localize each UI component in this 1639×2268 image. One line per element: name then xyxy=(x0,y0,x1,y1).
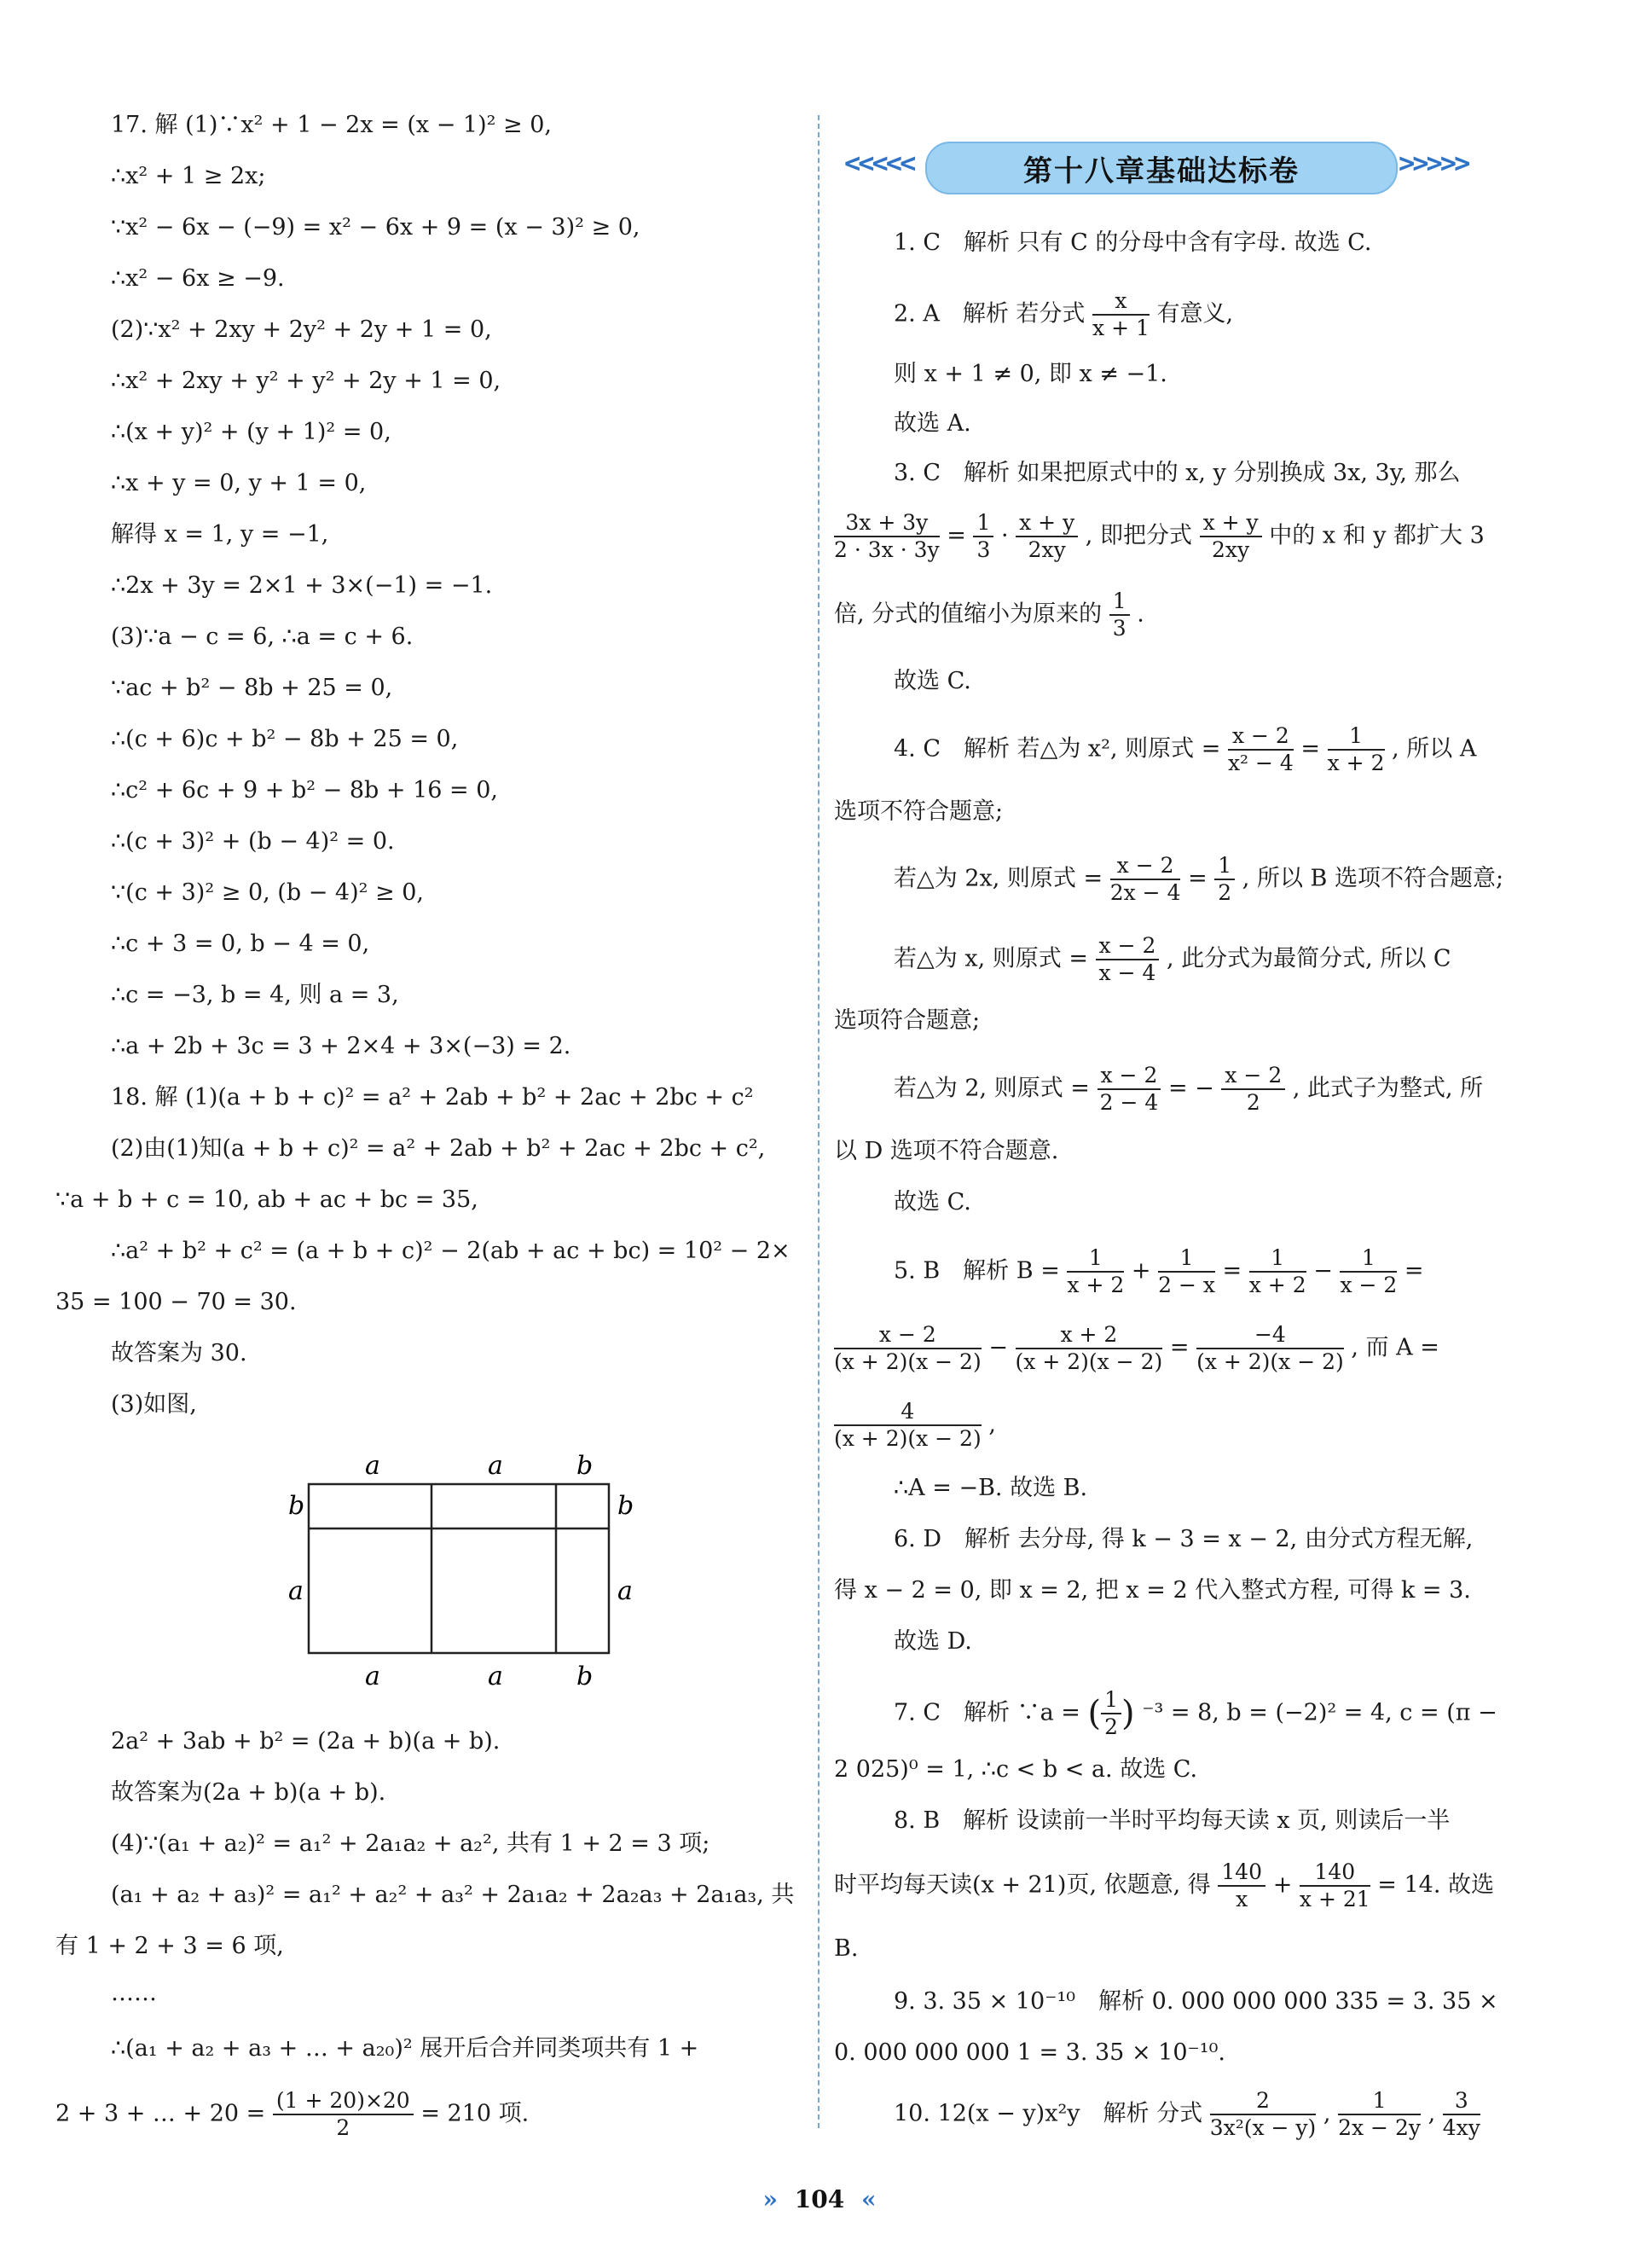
denominator: 3x²(x − y) xyxy=(1209,2115,1317,2140)
denominator: (x + 2)(x − 2) xyxy=(1196,1349,1344,1374)
numerator: 1 xyxy=(1340,1245,1397,1273)
numerator: 3 xyxy=(1443,2088,1480,2115)
fraction xyxy=(1210,2088,1317,2141)
denominator: 3 xyxy=(1112,616,1126,641)
text-line xyxy=(894,853,1503,906)
text-span: , 此式子为整式, 所 xyxy=(1292,1075,1484,1102)
text-span: , 所以 A xyxy=(1392,735,1477,763)
text-line: 3. C 解析 如果把原式中的 x, y 分别换成 3x, 3y, 那么 xyxy=(894,460,1461,486)
fraction xyxy=(1158,1245,1215,1298)
denominator: x + 2 xyxy=(1327,751,1385,775)
text-line: 故答案为 30. xyxy=(111,1340,247,1366)
text-line: ∴a + 2b + 3c = 3 + 2×4 + 3×(−3) = 2. xyxy=(111,1033,571,1059)
text-span: , xyxy=(1428,2100,1436,2127)
text-span: ⁻³ = 8, b = (−2)² = 4, c = (π − xyxy=(1142,1699,1497,1726)
text-line: 1. C 解析 只有 C 的分母中含有字母. 故选 C. xyxy=(894,229,1372,256)
text-line: 故选 C. xyxy=(894,668,971,694)
text-line: 0. 000 000 000 1 = 3. 35 × 10⁻¹⁰. xyxy=(834,2039,1225,2066)
text-line: 故选 A. xyxy=(894,410,971,437)
fraction xyxy=(1196,1322,1344,1375)
text-line: ∴x² + 2xy + y² + y² + 2y + 1 = 0, xyxy=(111,368,501,394)
fraction xyxy=(1097,1063,1161,1116)
text-line: ∴a² + b² + c² = (a + b + c)² − 2(ab + ac + bc) = 10² − 2× xyxy=(111,1238,791,1264)
fraction xyxy=(1016,510,1078,563)
bottom-label: a xyxy=(488,1662,503,1691)
text-line: 6. D 解析 去分母, 得 k − 3 = x − 2, 由分式方程无解, xyxy=(894,1526,1474,1552)
bottom-label: a xyxy=(365,1662,380,1691)
text-span: = xyxy=(1300,735,1321,763)
fraction xyxy=(1101,1687,1121,1740)
text-line xyxy=(894,1063,1483,1116)
text-line: (2)由(1)知(a + b + c)² = a² + 2ab + b² + 2ac + 2bc + c², xyxy=(111,1135,766,1162)
denominator: 2 · 3x · 3y xyxy=(834,537,940,562)
fraction xyxy=(1249,1245,1306,1298)
text-span: = xyxy=(947,522,966,549)
text-line xyxy=(834,510,1485,563)
text-span: + xyxy=(1131,1257,1151,1285)
fraction xyxy=(834,510,940,563)
denominator: x + 2 xyxy=(1248,1273,1306,1297)
right-arrows-icon: >>>>> xyxy=(1399,147,1468,179)
fraction xyxy=(1096,933,1160,986)
numerator: x − 2 xyxy=(1096,933,1160,960)
numerator: 1 xyxy=(1338,2088,1421,2115)
text-span: . xyxy=(1137,600,1144,628)
text-line xyxy=(894,1245,1424,1298)
denominator: x + 2 xyxy=(1067,1273,1125,1297)
column-divider xyxy=(818,115,820,2128)
denominator: x − 2 xyxy=(1340,1273,1398,1297)
text-line: ∴(a₁ + a₂ + a₃ + … + a₂₀)² 展开后合并同类项共有 1 + xyxy=(111,2035,699,2062)
text-span: = xyxy=(1188,865,1208,892)
text-line: B. xyxy=(834,1935,859,1962)
text-span: 中的 x 和 y 都扩大 3 xyxy=(1269,522,1485,549)
text-line: ∴A = −B. 故选 B. xyxy=(894,1475,1088,1501)
denominator: 2x − 4 xyxy=(1109,880,1181,905)
numerator: x − 2 xyxy=(1221,1063,1285,1090)
text-span: 2 + 3 + … + 20 = xyxy=(55,2100,266,2127)
text-line: ∵x² − 6x − (−9) = x² − 6x + 9 = (x − 3)² ≥ 0, xyxy=(111,214,640,241)
denominator: 2xy xyxy=(1028,537,1066,562)
denominator: (x + 2)(x − 2) xyxy=(834,1426,982,1451)
text-line: (a₁ + a₂ + a₃)² = a₁² + a₂² + a₃² + 2a₁a₂ + 2a₂a₃ + 2a₁a₃, 共 xyxy=(111,1882,795,1908)
text-line: 35 = 100 − 70 = 30. xyxy=(55,1289,297,1315)
text-line: ∴(x + y)² + (y + 1)² = 0, xyxy=(111,419,391,445)
left-label: b xyxy=(288,1491,305,1521)
text-span: 时平均每天读(x + 21)页, 依题意, 得 xyxy=(834,1871,1211,1899)
top-label: a xyxy=(365,1451,380,1481)
text-line: 得 x − 2 = 0, 即 x = 2, 把 x = 2 代入整式方程, 可得 k = 3. xyxy=(834,1577,1471,1604)
fraction xyxy=(1092,288,1150,341)
text-line xyxy=(834,1399,996,1452)
text-line: 故选 D. xyxy=(894,1628,972,1655)
page-number: 104 xyxy=(794,2185,845,2213)
numerator: 1 xyxy=(1214,853,1235,880)
numerator: x − 2 xyxy=(834,1322,982,1349)
text-span: 若△为 2x, 则原式 = xyxy=(894,865,1103,892)
text-span: + xyxy=(1272,1871,1293,1899)
denominator: 2 xyxy=(1104,1714,1118,1739)
text-span: , 而 A = xyxy=(1351,1334,1439,1361)
text-span: = xyxy=(1222,1257,1242,1285)
text-line: …… xyxy=(111,1980,157,2006)
text-span: 2. A 解析 若分式 xyxy=(894,300,1086,328)
denominator: 2 − 4 xyxy=(1099,1090,1159,1115)
text-line: 有 1 + 2 + 3 = 6 项, xyxy=(55,1933,284,1959)
text-line: ∵a + b + c = 10, ab + ac + bc = 35, xyxy=(55,1186,478,1213)
text-span: = − xyxy=(1167,1075,1214,1102)
fraction xyxy=(834,1399,982,1452)
numerator: 1 xyxy=(1158,1245,1215,1273)
text-line: ∴x² − 6x ≥ −9. xyxy=(111,265,285,292)
denominator: 3 xyxy=(976,537,991,562)
text-line xyxy=(55,2088,529,2141)
denominator: 2 xyxy=(1246,1090,1260,1115)
numerator: 1 xyxy=(1067,1245,1124,1273)
text-line: 则 x + 1 ≠ 0, 即 x ≠ −1. xyxy=(894,361,1167,387)
denominator: 2x − 2y xyxy=(1338,2115,1421,2140)
text-line: ∴c = −3, b = 4, 则 a = 3, xyxy=(111,982,399,1008)
text-line: (4)∵(a₁ + a₂)² = a₁² + 2a₁a₂ + a₂², 共有 1 + 2 = 3 项; xyxy=(111,1830,710,1857)
chevron-left-icon: « xyxy=(860,2185,877,2213)
text-line: 17. 解 (1)∵x² + 1 − 2x = (x − 1)² ≥ 0, xyxy=(111,112,552,138)
numerator: 140 xyxy=(1300,1859,1370,1887)
fraction xyxy=(273,2088,414,2141)
fraction xyxy=(1218,1859,1265,1912)
fraction xyxy=(1016,1322,1163,1375)
text-span: 若△为 x, 则原式 = xyxy=(894,945,1088,972)
text-span: · xyxy=(1000,522,1009,549)
text-span: − xyxy=(1313,1257,1333,1285)
text-line: (3)如图, xyxy=(111,1391,197,1418)
fraction xyxy=(1110,853,1181,906)
denominator: 4xy xyxy=(1442,2115,1480,2140)
text-line xyxy=(834,589,1144,641)
numerator: 1 xyxy=(1101,1687,1121,1714)
text-line xyxy=(894,723,1476,776)
text-line: ∴2x + 3y = 2×1 + 3×(−1) = −1. xyxy=(111,572,493,599)
text-line: ∴(c + 3)² + (b − 4)² = 0. xyxy=(111,828,395,855)
text-line xyxy=(894,1687,1497,1740)
outer-rect xyxy=(309,1484,609,1653)
left-label: a xyxy=(288,1576,304,1606)
numerator: x − 2 xyxy=(1228,723,1294,751)
numerator: 3x + 3y xyxy=(834,510,940,537)
text-line: ∴(c + 6)c + b² − 8b + 25 = 0, xyxy=(111,726,459,752)
denominator: x² − 4 xyxy=(1227,751,1294,775)
fraction xyxy=(1340,1245,1397,1298)
fraction xyxy=(1067,1245,1124,1298)
text-line: 选项符合题意; xyxy=(834,1007,981,1034)
text-line: ∴x + y = 0, y + 1 = 0, xyxy=(111,470,367,496)
fraction xyxy=(1328,723,1385,776)
denominator: x + 21 xyxy=(1299,1887,1370,1911)
text-span: 5. B 解析 B = xyxy=(894,1257,1060,1285)
text-span: 若△为 2, 则原式 = xyxy=(894,1075,1090,1102)
numerator: 2 xyxy=(1210,2088,1317,2115)
top-label: a xyxy=(488,1451,503,1481)
denominator: 2 − x xyxy=(1158,1273,1215,1297)
numerator: x xyxy=(1092,288,1150,316)
text-line: 18. 解 (1)(a + b + c)² = a² + 2ab + b² + 2ac + 2bc + c² xyxy=(111,1084,754,1111)
text-line xyxy=(894,933,1451,986)
left-arrows-icon: <<<<< xyxy=(844,147,914,179)
fraction xyxy=(1200,510,1262,563)
text-span: , 所以 B 选项不符合题意; xyxy=(1242,865,1504,892)
denominator: x xyxy=(1236,1887,1248,1911)
text-span: = xyxy=(1404,1257,1424,1285)
numerator: x − 2 xyxy=(1110,853,1181,880)
denominator: 2xy xyxy=(1212,537,1250,562)
text-line: 2a² + 3ab + b² = (2a + b)(a + b). xyxy=(111,1728,501,1755)
paren-open: ( xyxy=(1087,1694,1102,1733)
text-line xyxy=(894,2088,1480,2141)
denominator: 2 xyxy=(1218,880,1232,905)
fraction xyxy=(1300,1859,1370,1912)
numerator: 1 xyxy=(973,510,993,537)
text-span: 有意义, xyxy=(1156,300,1234,328)
fraction xyxy=(1443,2088,1480,2141)
denominator: (x + 2)(x − 2) xyxy=(1015,1349,1163,1374)
text-span: 10. 12(x − y)x²y 解析 分式 xyxy=(894,2100,1203,2127)
chapter-banner xyxy=(844,138,1492,196)
text-line: 解得 x = 1, y = −1, xyxy=(111,521,329,548)
numerator: x + y xyxy=(1200,510,1262,537)
fraction xyxy=(973,510,993,563)
numerator: 140 xyxy=(1218,1859,1265,1887)
numerator: 4 xyxy=(834,1399,982,1426)
text-span: 4. C 解析 若△为 x², 则原式 = xyxy=(894,735,1221,763)
chevron-right-icon: » xyxy=(762,2185,779,2213)
fraction xyxy=(1214,853,1235,906)
text-line: ∴x² + 1 ≥ 2x; xyxy=(111,163,266,189)
text-line: 以 D 选项不符合题意. xyxy=(834,1138,1059,1164)
text-span: = 14. 故选 xyxy=(1377,1871,1494,1899)
text-line: 故答案为(2a + b)(a + b). xyxy=(111,1779,386,1806)
text-line: 9. 3. 35 × 10⁻¹⁰ 解析 0. 000 000 000 335 = 3. 35 × xyxy=(894,1988,1498,2015)
text-span: − xyxy=(988,1334,1008,1361)
fraction xyxy=(834,1322,982,1375)
text-line: ∴c² + 6c + 9 + b² − 8b + 16 = 0, xyxy=(111,777,499,803)
bottom-label: b xyxy=(576,1662,594,1691)
denominator: x − 4 xyxy=(1098,960,1156,985)
page-footer xyxy=(0,2185,1639,2213)
numerator: (1 + 20)×20 xyxy=(273,2088,414,2115)
right-label: b xyxy=(617,1491,634,1521)
numerator: −4 xyxy=(1196,1322,1344,1349)
text-line: (2)∵x² + 2xy + 2y² + 2y + 1 = 0, xyxy=(111,316,492,343)
text-line: ∵(c + 3)² ≥ 0, (b − 4)² ≥ 0, xyxy=(111,879,424,906)
text-span: = 210 项. xyxy=(420,2100,530,2127)
right-label: a xyxy=(617,1576,633,1606)
numerator: 1 xyxy=(1109,589,1130,616)
numerator: 1 xyxy=(1328,723,1385,751)
text-line: (3)∵a − c = 6, ∴a = c + 6. xyxy=(111,624,414,650)
text-line: 2 025)⁰ = 1, ∴c < b < a. 故选 C. xyxy=(834,1756,1198,1783)
top-label: b xyxy=(576,1451,594,1481)
text-line xyxy=(834,1859,1494,1912)
area-diagram-svg xyxy=(273,1450,665,1697)
text-line: ∵ac + b² − 8b + 25 = 0, xyxy=(111,675,393,701)
denominator: (x + 2)(x − 2) xyxy=(834,1349,982,1374)
numerator: x − 2 xyxy=(1097,1063,1161,1090)
text-span: 倍, 分式的值缩小为原来的 xyxy=(834,600,1103,628)
text-line xyxy=(834,1322,1439,1375)
text-span: = xyxy=(1169,1334,1190,1361)
fraction xyxy=(1221,1063,1285,1116)
fraction xyxy=(1338,2088,1421,2141)
denominator: 2 xyxy=(336,2115,350,2140)
paren-close: ) xyxy=(1121,1694,1135,1733)
numerator: x + y xyxy=(1016,510,1078,537)
area-diagram xyxy=(273,1450,665,1697)
text-line: 选项不符合题意; xyxy=(834,798,1004,825)
denominator: x + 1 xyxy=(1092,316,1150,340)
text-line xyxy=(894,288,1233,341)
numerator: 1 xyxy=(1249,1245,1306,1273)
text-span: , xyxy=(1323,2100,1331,2127)
text-span: , xyxy=(988,1411,996,1438)
text-line: ∴c + 3 = 0, b − 4 = 0, xyxy=(111,931,370,957)
numerator: x + 2 xyxy=(1016,1322,1163,1349)
text-line: 8. B 解析 设读前一半时平均每天读 x 页, 则读后一半 xyxy=(894,1807,1451,1834)
text-span: 7. C 解析 ∵a = xyxy=(894,1699,1080,1726)
chapter-title: 第十八章基础达标卷 xyxy=(925,142,1398,194)
text-line: 故选 C. xyxy=(894,1189,971,1215)
fraction xyxy=(1228,723,1294,776)
text-span: , 此分式为最简分式, 所以 C xyxy=(1167,945,1451,972)
text-span: , 即把分式 xyxy=(1085,522,1192,549)
fraction xyxy=(1109,589,1130,641)
